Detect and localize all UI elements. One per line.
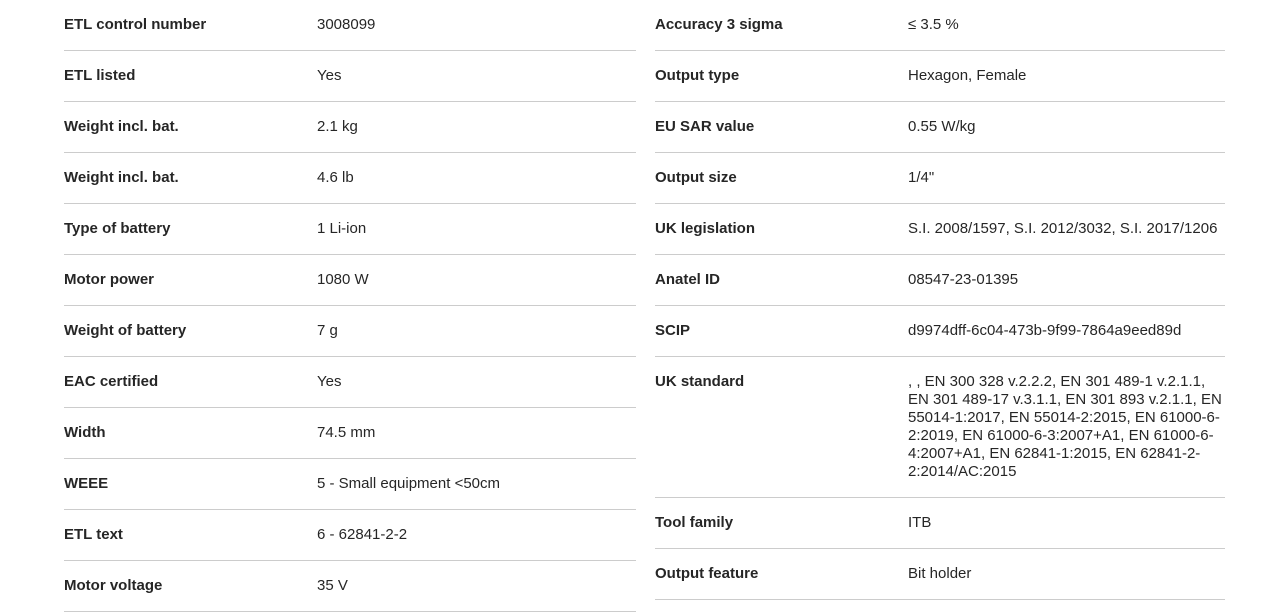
- spec-value: 08547-23-01395: [908, 271, 1019, 288]
- spec-row-weee: [64, 459, 636, 510]
- spec-value: 1 Li-ion: [317, 220, 367, 237]
- spec-value: 1/4": [908, 169, 935, 186]
- spec-column-right: [655, 0, 1225, 600]
- spec-row-tool-family: [655, 498, 1225, 549]
- spec-column-left: [64, 0, 636, 612]
- spec-value: d9974dff-6c04-473b-9f99-7864a9eed89d: [908, 322, 1182, 339]
- spec-value: Hexagon, Female: [908, 67, 1027, 84]
- spec-label: Weight incl. bat.: [64, 169, 179, 186]
- spec-row-weight-incl-bat-lb: [64, 153, 636, 204]
- spec-value: 35 V: [317, 577, 348, 594]
- spec-row-weight-incl-bat-kg: [64, 102, 636, 153]
- spec-row-output-type: [655, 51, 1225, 102]
- spec-row-motor-voltage: [64, 561, 636, 612]
- spec-row-output-size: [655, 153, 1225, 204]
- spec-label: Output size: [655, 169, 737, 186]
- spec-value: 2.1 kg: [317, 118, 358, 135]
- spec-value: Yes: [317, 373, 342, 390]
- spec-row-uk-standard: [655, 357, 1225, 498]
- spec-row-etl-text: [64, 510, 636, 561]
- spec-label: SCIP: [655, 322, 691, 339]
- spec-value: S.I. 2008/1597, S.I. 2012/3032, S.I. 2017/1206: [908, 220, 1218, 237]
- spec-label: ETL listed: [64, 67, 136, 84]
- spec-row-eac-certified: [64, 357, 636, 408]
- spec-value: 6 - 62841-2-2: [317, 526, 408, 543]
- spec-label: Anatel ID: [655, 271, 721, 288]
- spec-label: EU SAR value: [655, 118, 755, 135]
- spec-label: Motor power: [64, 271, 154, 288]
- spec-label: UK legislation: [655, 220, 756, 237]
- spec-value: ITB: [908, 514, 932, 531]
- spec-value: 7 g: [317, 322, 338, 339]
- spec-label: UK standard: [655, 373, 745, 390]
- spec-label: ETL control number: [64, 16, 207, 33]
- spec-label: Motor voltage: [64, 577, 163, 594]
- spec-value: 1080 W: [317, 271, 369, 288]
- spec-row-width: [64, 408, 636, 459]
- spec-label: Type of battery: [64, 220, 171, 237]
- spec-value: 0.55 W/kg: [908, 118, 976, 135]
- spec-value: 74.5 mm: [317, 424, 376, 441]
- spec-label: Width: [64, 424, 106, 441]
- spec-row-eu-sar-value: [655, 102, 1225, 153]
- spec-label: Accuracy 3 sigma: [655, 16, 783, 33]
- spec-value: 3008099: [317, 16, 376, 33]
- spec-row-etl-listed: [64, 51, 636, 102]
- spec-row-scip: [655, 306, 1225, 357]
- spec-label: ETL text: [64, 526, 123, 543]
- spec-row-weight-of-battery: [64, 306, 636, 357]
- spec-label: Tool family: [655, 514, 734, 531]
- spec-row-anatel-id: [655, 255, 1225, 306]
- spec-value: 4.6 lb: [317, 169, 354, 186]
- spec-label: Output type: [655, 67, 740, 84]
- spec-row-accuracy-3-sigma: [655, 0, 1225, 51]
- spec-label: Output feature: [655, 565, 759, 582]
- spec-value: , , EN 300 328 v.2.2.2, EN 301 489-1 v.2.1.1, EN 301 489-17 v.3.1.1, EN 301 893 v.2.1.1, EN 55014-1:2017, EN 55014-2:2015, EN 61000-6-2:2019, EN 61000-6-3:2007+A1, EN 61000-6-4:2007+A1, EN 62841-1:2015, EN 62841-2-2:2014/AC:2015: [908, 373, 1222, 480]
- spec-label: Weight of battery: [64, 322, 187, 339]
- spec-label: WEEE: [64, 475, 109, 492]
- spec-row-output-feature: [655, 549, 1225, 600]
- spec-label: EAC certified: [64, 373, 159, 390]
- spec-value: 5 - Small equipment <50cm: [317, 475, 501, 492]
- spec-value: Yes: [317, 67, 342, 84]
- spec-label: Weight incl. bat.: [64, 118, 179, 135]
- spec-row-motor-power: [64, 255, 636, 306]
- spec-row-type-of-battery: [64, 204, 636, 255]
- spec-row-uk-legislation: [655, 204, 1225, 255]
- spec-value: Bit holder: [908, 565, 972, 582]
- spec-row-etl-control-number: [64, 0, 636, 51]
- spec-value: ≤ 3.5 %: [908, 16, 959, 33]
